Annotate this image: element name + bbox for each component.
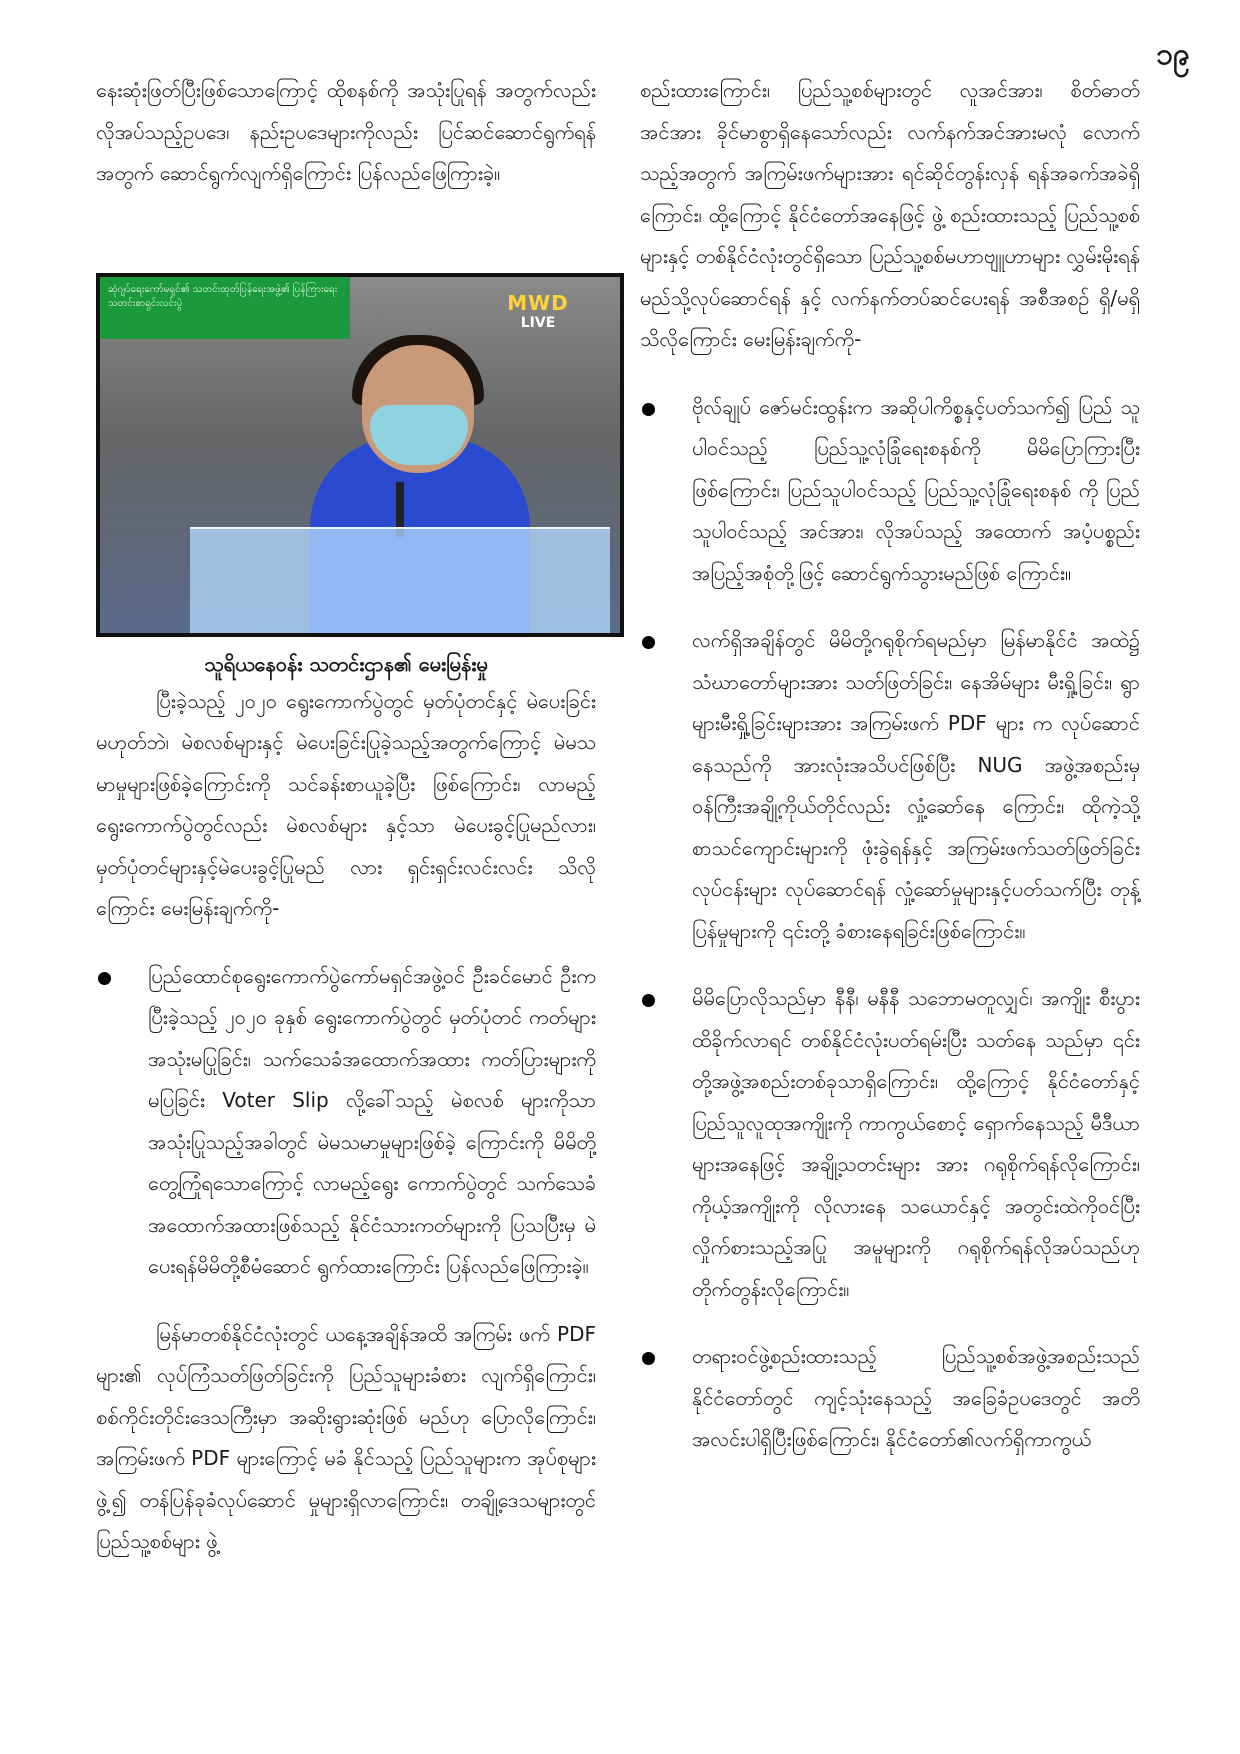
mwd-live-logo: [488, 291, 588, 331]
bullet-item: [640, 387, 1140, 595]
bullet-item: [640, 978, 1140, 1310]
bullet-text: ပြည်ထောင်စုရွေးကောက်ပွဲကော်မရှင်အဖွဲ့ဝင် ဦးခင်မောင် ဦးက ပြီးခဲ့သည့် ၂၀၂၀ ခုနှစ် ရွေးကောက်ပွဲတွင် မှတ်ပုံတင် ကတ်များအသုံးမပြုခြင်း၊ သက်သေခံအထောက်အထား ကတ်ပြားများကိုမပြခြင်း Voter Slip လို့ခေါ်သည့် မဲစလစ် များကိုသာ အသုံးပြုသည့်အခါတွင် မဲမသမာမှုများဖြစ်ခဲ့ ကြောင်းကို မိမိတို့တွေ့ကြုံရသောကြောင့် လာမည့်ရွေး ကောက်ပွဲတွင် သက်သေခံအထောက်အထားဖြစ်သည့် နိုင်ငံသားကတ်များကို ပြသပြီးမှ မဲပေးရန်မိမိတို့စီမံဆောင် ရွက်ထားကြောင်း ပြန်လည်ဖြေကြားခဲ့။: [148, 963, 596, 1278]
bullet-text: လက်ရှိအချိန်တွင် မိမိတို့ဂရုစိုက်ရမည်မှာ မြန်မာနိုင်ငံ အထဲ၌ သံဃာတော်များအား သတ်ဖြတ်ခြင်း၊ နေအိမ်များ မီးရှို့ခြင်း၊ ရွာများမီးရှို့ခြင်းများအား အကြမ်းဖက် PDF များ က လုပ်ဆောင်နေသည်ကို အားလုံးအသိပင်ဖြစ်ပြီး NUG အဖွဲ့အစည်းမှ ဝန်ကြီးအချို့ကိုယ်တိုင်လည်း လှုံ့ဆော်နေ ကြောင်း၊ ထိုကဲ့သို့ စာသင်ကျောင်းများကို ဖုံးခွဲရန်နှင့် အကြမ်းဖက်သတ်ဖြတ်ခြင်းလုပ်ငန်းများ လုပ်ဆောင်ရန် လှုံ့ဆော်မှုများနှင့်ပတ်သက်ပြီး တုန့်ပြန်မှုများကို ၎င်းတို့ ခံစားနေရခြင်းဖြစ်ကြောင်း။: [692, 628, 1140, 943]
question-paragraph: ပြီးခဲ့သည့် ၂၀၂၀ ရွေးကောက်ပွဲတွင် မှတ်ပုံတင်နှင့် မဲပေးခြင်းမဟုတ်ဘဲ၊ မဲစလစ်များနှင့် မဲပေးခြင်းပြုခဲ့သည့်အတွက်ကြောင့် မဲမသမာမှုများဖြစ်ခဲ့ကြောင်းကို သင်ခန်းစာယူခဲ့ပြီး ဖြစ်ကြောင်း၊ လာမည့်ရွေးကောက်ပွဲတွင်လည်း မဲစလစ်များ နှင့်သာ မဲပေးခွင့်ပြုမည်လား၊ မှတ်ပုံတင်များနှင့်မဲပေးခွင့်ပြုမည် လား ရှင်းရှင်းလင်းလင်း သိလိုကြောင်း မေးမြန်းချက်ကို-: [96, 688, 596, 920]
bullet-text: တရားဝင်ဖွဲ့စည်းထားသည့် ပြည်သူ့စစ်အဖွဲ့အစည်းသည် နိုင်ငံတော်တွင် ကျင့်သုံးနေသည့် အခြေခံဥပဒေတွင် အတိ အလင်းပါရှိပြီးဖြစ်ကြောင်း၊ နိုင်ငံတော်၏လက်ရှိကာကွယ်: [692, 1344, 1140, 1451]
bullet-dot: [642, 994, 655, 1007]
face-mask: [370, 405, 468, 465]
right-column: [640, 70, 1140, 1461]
left-bullet-list: [96, 956, 596, 1288]
left-column: [96, 70, 596, 1563]
mwd-logo-text: MWD: [507, 290, 569, 315]
bullet-item: [96, 956, 596, 1288]
right-bullet-list: [640, 387, 1140, 1461]
bullet-dot: [642, 1352, 655, 1365]
bullet-dot: [98, 972, 111, 985]
bullet-dot: [642, 636, 655, 649]
bullet-item: [640, 620, 1140, 952]
live-label: LIVE: [520, 314, 556, 331]
photo-caption: သူရိယနေဝန်း သတင်းဌာန၏ မေးမြန်းမှု: [204, 651, 488, 676]
glass-podium: [190, 527, 610, 637]
tv-banner: ဆုံဂျပ်ရေးကော်မရှင်၏ သတင်းထုတ်ပြန်ရေးအဖွဲ့၏ ပြန်ကြားရေးသတင်းစာရှင်းလင်းပွဲ: [100, 277, 350, 339]
bullet-dot: [642, 403, 655, 416]
page-number: ၁၉: [1156, 37, 1190, 72]
paragraph-continuation-right: စည်းထားကြောင်း၊ ပြည်သူ့စစ်များတွင် လူအင်အား၊ စိတ်ဓာတ် အင်အား ခိုင်မာစွာရှိနေသော်လည်း လက်နက်အင်အားမလုံ လောက်သည့်အတွက် အကြမ်းဖက်များအား ရင်ဆိုင်တွန်းလှန် ရန်အခက်အခဲရှိကြောင်း၊ ထို့ကြောင့် နိုင်ငံတော်အနေဖြင့် ဖွဲ့ စည်းထားသည့် ပြည်သူ့စစ်များနှင့် တစ်နိုင်ငံလုံးတွင်ရှိသော ပြည်သူ့စစ်မဟာဗျူဟာများ လွှမ်းမိုးရန် မည်သို့လုပ်ဆောင်ရန် နှင့် လက်နက်တပ်ဆင်ပေးရန် အစီအစဉ် ရှိ/မရှိ သိလိုကြောင်း မေးမြန်းချက်ကို-: [640, 78, 1140, 351]
bullet-text: မိမိပြောလိုသည်မှာ နီနီ၊ မနီနီ သဘောမတူလျှင်၊ အကျိုး စီးပွားထိခိုက်လာရင် တစ်နိုင်ငံလုံးပတ်ရမ်းပြီး သတ်နေ သည်မှာ ၎င်းတို့အဖွဲ့အစည်းတစ်ခုသာရှိကြောင်း၊ ထို့ကြောင့် နိုင်ငံတော်နှင့် ပြည်သူလူထုအကျိုးကို ကာကွယ်စောင့် ရှောက်နေသည့် မီဒီယာများအနေဖြင့် အချို့သတင်းများ အား ဂရုစိုက်ရန်လိုကြောင်း၊ ကိုယ့်အကျိုးကို လိုလားနေ သယောင်နှင့် အတွင်းထဲကိုဝင်ပြီး လှိုက်စားသည့်အပြု အမူများကို ဂရုစိုက်ရန်လိုအပ်သည်ဟု တိုက်တွန်းလိုကြောင်း။: [692, 986, 1140, 1301]
paragraph-continuation: နေးဆုံးဖြတ်ပြီးဖြစ်သောကြောင့် ထိုစနစ်ကို အသုံးပြုရန် အတွက်လည်း လိုအပ်သည့်ဥပဒေ၊ နည်းဥပဒေများကိုလည်း ပြင်ဆင်ဆောင်ရွက်ရန်အတွက် ဆောင်ရွက်လျက်ရှိကြောင်း ပြန်လည်ဖြေကြားခဲ့။: [96, 78, 596, 185]
closing-paragraph: မြန်မာတစ်နိုင်ငံလုံးတွင် ယနေ့အချိန်အထိ အကြမ်း ဖက် PDF များ၏ လုပ်ကြံသတ်ဖြတ်ခြင်းကို ပြည်သူများခံစား လျက်ရှိကြောင်း၊ စစ်ကိုင်းတိုင်းဒေသကြီးမှာ အဆိုးရွားဆုံးဖြစ် မည်ဟု ပြောလိုကြောင်း၊ အကြမ်းဖက် PDF များကြောင့် မခံ နိုင်သည့် ပြည်သူများက အုပ်စုများဖွဲ့၍ တန်ပြန်ခုခံလုပ်ဆောင် မှုများရှိလာကြောင်း၊ တချို့ဒေသများတွင် ပြည်သူ့စစ်များ ဖွဲ့: [96, 1321, 596, 1553]
news-photo: [96, 273, 624, 637]
bullet-item: [640, 1336, 1140, 1461]
bullet-text: ဗိုလ်ချုပ် ဇော်မင်းထွန်းက အဆိုပါကိစ္စနှင့်ပတ်သက်၍ ပြည် သူပါဝင်သည့် ပြည်သူ့လုံခြုံရေးစနစ်ကို မိမိပြောကြားပြီး ဖြစ်ကြောင်း၊ ပြည်သူပါဝင်သည့် ပြည်သူ့လုံခြုံရေးစနစ် ကို ပြည်သူပါဝင်သည့် အင်အား၊ လိုအပ်သည့် အထောက် အပံ့ပစ္စည်း အပြည့်အစုံတို့ဖြင့် ဆောင်ရွက်သွားမည်ဖြစ် ကြောင်း။: [692, 394, 1140, 585]
